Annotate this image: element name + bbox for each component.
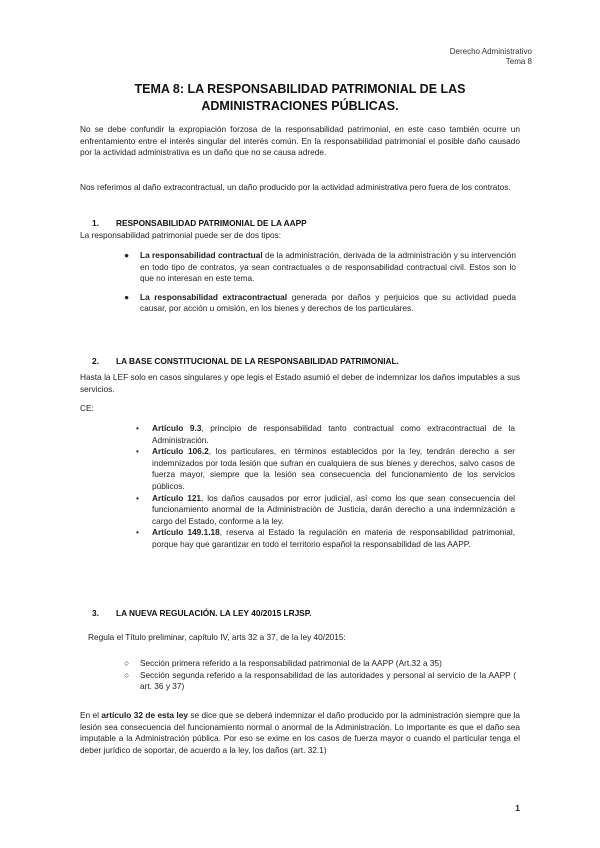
item-text: , reserva al Estado la regulación en materia de responsabilidad patrimonial, porque hay que garantizar en todo el territorio español la responsabilidad de las AAPP. xyxy=(152,527,515,549)
section-3-lead: Regula el Título preliminar, capítulo IV, arts 32 a 37, de la ley 40/2015: xyxy=(88,632,346,642)
bullet-icon: • xyxy=(136,527,139,538)
item-text: generada por daños y perjuicios que su actividad pueda causar, por acción u omisión, en los bienes y derechos de los particulares. xyxy=(140,291,516,314)
bullet-icon: • xyxy=(136,446,139,457)
list-item xyxy=(124,669,516,693)
item-text: , principio de responsabilidad tanto contractual como extracontractual de la Administración. xyxy=(152,423,516,445)
closing-text: se dice que se deberá indemnizar el daño producido por la administración siempre que la lesión sea consecuencia del funcionamiento normal o anormal de la Administración. Lo importante es que el daño sea imputable a la Administración pública. Por eso se exime en los casos de fuerza mayor o cuando el particular tenga el deber jurídico de soportar, de acuerdo a la ley, los daños (art. 32.1) xyxy=(80,710,520,755)
section-2-heading xyxy=(92,356,399,366)
section-3-list xyxy=(124,658,516,693)
item-text: Sección primera referido a la responsabilidad patrimonial de la AAPP (Art.32 a 35) xyxy=(140,658,442,668)
list-item xyxy=(136,527,515,550)
document-title xyxy=(80,81,520,115)
bullet-icon: • xyxy=(136,492,139,503)
list-item xyxy=(124,250,516,285)
section-1-heading xyxy=(92,218,307,228)
running-header xyxy=(450,47,532,67)
page-number: 1 xyxy=(515,803,520,813)
item-bold: Artículo 121 xyxy=(152,492,202,503)
section-2-list xyxy=(136,423,516,551)
section-2-title: LA BASE CONSTITUCIONAL DE LA RESPONSABILIDAD PATRIMONIAL. xyxy=(116,356,399,366)
item-text: , los particulares, en términos establecidos por la ley, tendrán derecho a ser indemnizados por toda lesión que sufran en cualquiera de sus bienes y derechos, salvo casos de fuerza mayor, siempre que la lesión sea consecuencia del funcionamiento de los servicios públicos. xyxy=(152,446,516,491)
open-bullet-icon: ○ xyxy=(124,669,130,680)
ce-label: CE: xyxy=(80,403,94,413)
item-text: de la administración, derivada de la administración y su intervención en todo tipo de contratos, ya sean contractuales o de responsabilidad contractual civil. Estos son lo que no interesan en este tema. xyxy=(140,250,516,284)
bullet-icon: • xyxy=(136,423,139,433)
item-bold: La responsabilidad extracontractual xyxy=(140,291,288,302)
section-3-heading xyxy=(92,608,312,618)
closing-prefix: En el xyxy=(80,710,102,720)
list-item xyxy=(136,492,515,528)
section-2-lead: Hasta la LEF solo en casos singulares y ope legis el Estado asumió el deber de indemnizar los daños imputables a sus servicios. xyxy=(80,372,520,394)
list-item xyxy=(124,291,516,315)
list-item xyxy=(136,446,516,492)
intro-paragraph-2: Nos referimos al daño extracontractual, un daño producido por la actividad administrativa pero fuera de los contratos. xyxy=(80,182,511,192)
section-2-number: 2. xyxy=(92,356,99,366)
bullet-icon: ● xyxy=(124,250,130,260)
item-text: , los daños causados por error judicial, así como los que sean consecuencia del funcionamiento anormal de la Administración de Justicia, darán derecho a una indemnización a cargo del Estado, conforme a la ley. xyxy=(152,492,515,526)
item-text: Sección segunda referido a la responsabilidad de las autoridades y personal al servicio de la AAPP ( art. 36 y 37) xyxy=(140,669,516,692)
item-bold: Artículo 149.1.18 xyxy=(152,527,220,538)
intro-paragraph-1: No se debe confundir la expropiación forzosa de la responsabilidad patrimonial, en este caso también ocurre un enfrentamiento entre el interés singular del interés común. En la responsabilidad patrimonial el posible daño causado por la actividad administrativa es un daño que no se causa adrede. xyxy=(80,124,520,158)
item-bold: Artículo 9.3 xyxy=(152,423,202,433)
section-1-title: RESPONSABILIDAD PATRIMONIAL DE LA AAPP xyxy=(116,218,307,228)
list-item xyxy=(136,423,516,446)
section-3-number: 3. xyxy=(92,608,99,618)
section-1-number: 1. xyxy=(92,218,99,228)
item-bold: Artículo 106.2 xyxy=(152,446,209,457)
list-item xyxy=(124,658,516,670)
bullet-icon: ● xyxy=(124,291,130,302)
section-1-list xyxy=(124,250,516,315)
item-bold: La responsabilidad contractual xyxy=(140,250,263,260)
section-3-closing-paragraph xyxy=(80,710,520,756)
title-line-2: ADMINISTRACIONES PÚBLICAS. xyxy=(201,99,399,113)
title-line-1: TEMA 8: LA RESPONSABILIDAD PATRIMONIAL DE LAS xyxy=(134,82,466,96)
closing-bold: artículo 32 de esta ley xyxy=(101,710,188,720)
header-topic: Tema 8 xyxy=(505,57,532,66)
section-1-lead: La responsabilidad patrimonial puede ser de dos tipos: xyxy=(80,230,282,240)
open-bullet-icon: ○ xyxy=(124,658,130,668)
header-subject: Derecho Administrativo xyxy=(449,47,532,56)
section-3-title: LA NUEVA REGULACIÓN. LA LEY 40/2015 LRJSP. xyxy=(116,608,312,618)
